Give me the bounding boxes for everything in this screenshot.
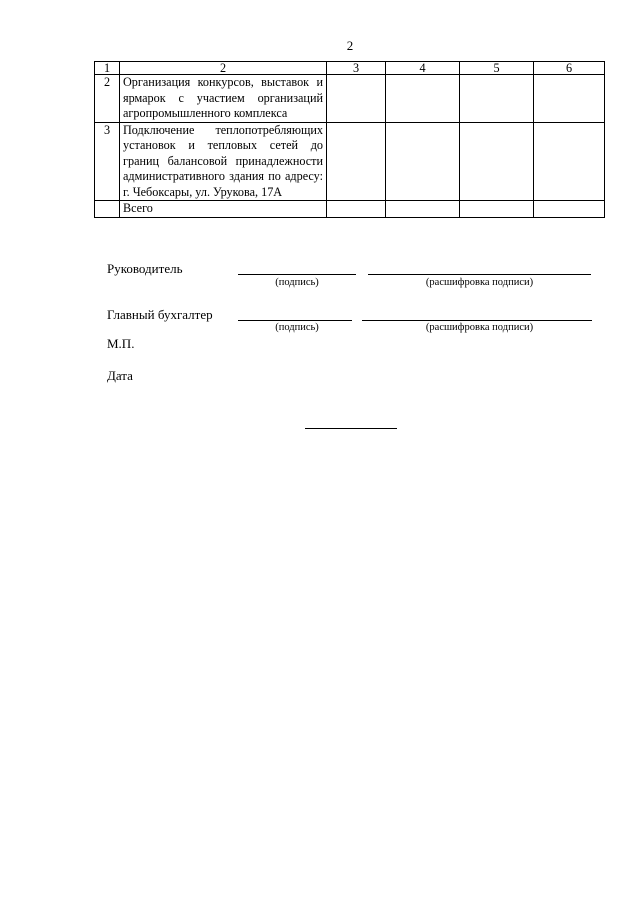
head-decode-line <box>368 274 591 275</box>
stamp-label: М.П. <box>107 336 135 351</box>
total-label: Всего <box>120 201 327 218</box>
accountant-label: Главный бухгалтер <box>107 307 213 322</box>
header-cell: 4 <box>386 62 460 75</box>
head-label: Руководитель <box>107 261 183 276</box>
accountant-signature-line <box>238 320 352 321</box>
row-number: 2 <box>95 75 120 123</box>
empty-cell <box>534 75 605 123</box>
total-row <box>95 201 605 218</box>
empty-cell <box>327 122 386 201</box>
empty-cell <box>386 122 460 201</box>
empty-cell <box>386 201 460 218</box>
accountant-decode-line <box>362 320 592 321</box>
header-cell: 5 <box>460 62 534 75</box>
header-cell: 2 <box>120 62 327 75</box>
row-description: Подключение теплопотребляющих установок и тепловых сетей до границ балансовой принадлежности административного здания по адресу: г. Чебоксары, ул. Урукова, 17А <box>120 122 327 201</box>
date-label: Дата <box>107 368 133 383</box>
empty-cell <box>534 122 605 201</box>
empty-cell <box>95 201 120 218</box>
empty-cell <box>460 75 534 123</box>
header-cell: 3 <box>327 62 386 75</box>
table-header-row <box>95 62 605 75</box>
header-cell: 6 <box>534 62 605 75</box>
empty-cell <box>534 201 605 218</box>
empty-cell <box>460 122 534 201</box>
head-signature-line <box>238 274 356 275</box>
empty-cell <box>460 201 534 218</box>
empty-cell <box>327 201 386 218</box>
expenses-table <box>94 61 605 218</box>
table-row <box>95 75 605 123</box>
page-number: 2 <box>346 38 354 53</box>
table-row <box>95 122 605 201</box>
row-description: Организация конкурсов, выставок и ярмарок с участием организаций агропромышленного комплекса <box>120 75 327 123</box>
header-cell: 1 <box>95 62 120 75</box>
signature-caption: (подпись) <box>275 322 319 333</box>
empty-cell <box>386 75 460 123</box>
end-separator-line <box>305 428 397 429</box>
empty-cell <box>327 75 386 123</box>
decode-caption: (расшифровка подписи) <box>425 322 534 333</box>
signature-caption: (подпись) <box>275 277 319 288</box>
decode-caption: (расшифровка подписи) <box>425 277 534 288</box>
row-number: 3 <box>95 122 120 201</box>
